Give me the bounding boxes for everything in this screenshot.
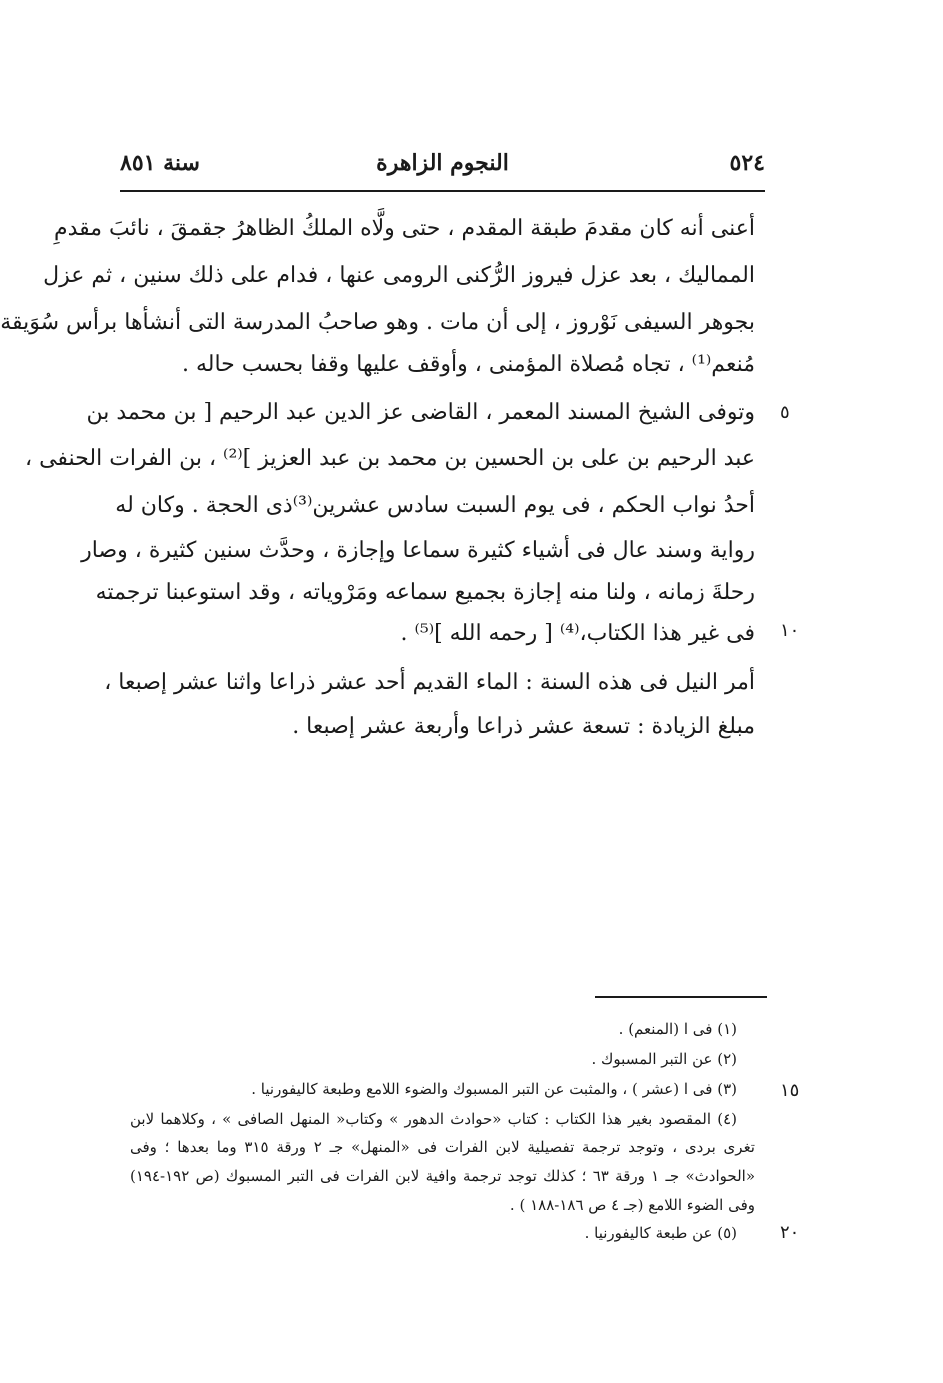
footnote-continuation: تغرى بردى ، وتوجد ترجمة تفصيلية لابن الفرات فى «المنهل» جـ ٢ ورقة ٣١٥ وما بعدها ؛ وفى bbox=[130, 1138, 755, 1156]
body-line: فى غير هذا الكتاب،⁽⁴⁾ [ رحمه الله ]⁽⁵⁾ . bbox=[400, 621, 755, 646]
body-line: وتوفى الشيخ المسند المعمر ، القاضى عز الدين عبد الرحيم [ بن محمد بن bbox=[86, 400, 755, 425]
body-line: عبد الرحيم بن على بن الحسين بن محمد بن عبد العزيز ]⁽²⁾ ، بن الفرات الحنفى ، bbox=[24, 446, 755, 471]
header-year: سنة ٨٥١ bbox=[120, 150, 200, 176]
footnote: (٣) فى ا (عشر ) ، والمثبت عن التبر المسبوك والضوء اللامع وطبعة كاليفورنيا . bbox=[251, 1080, 737, 1098]
line-number: ١٥ bbox=[780, 1080, 800, 1101]
footnote-continuation: «الحوادث» جـ ١ ورقة ٦٣ ؛ كذلك توجد ترجمة وافية لابن الفرات فى التبر المسبوك (ص ١٩٢-١٩٤) bbox=[130, 1167, 755, 1185]
footnote: (١) فى ا (المنعم) . bbox=[618, 1020, 737, 1038]
body-line: مبلغ الزيادة : تسعة عشر ذراعا وأربعة عشر إصبعا . bbox=[292, 714, 755, 739]
body-line: أمر النيل فى هذه السنة : الماء القديم أحد عشر ذراعا واثنا عشر إصبعا ، bbox=[104, 670, 755, 695]
line-number: ٥ bbox=[780, 402, 790, 423]
footnote-continuation: وفى الضوء اللامع (جـ ٤ ص ١٨٦-١٨٨ ) . bbox=[509, 1196, 755, 1214]
page-number: ٥٢٤ bbox=[729, 150, 765, 176]
footnote: (٤) المقصود بغير هذا الكتاب : كتاب «حوادث الدهور » وكتاب« المنهل الصافى » ، وكلاهما لابن bbox=[130, 1110, 737, 1128]
line-number: ١٠ bbox=[780, 620, 800, 641]
book-title: النجوم الزاهرة bbox=[376, 150, 509, 176]
body-line: مُنعم⁽¹⁾ ، تجاه مُصلاة المؤمنى ، وأوقف عليها وقفا بحسب حاله . bbox=[181, 352, 755, 377]
footnote: (٥) عن طبعة كاليفورنيا . bbox=[584, 1224, 737, 1242]
running-header bbox=[120, 150, 765, 184]
body-line: أعنى أنه كان مقدمَ طبقة المقدم ، حتى ولَّاه الملكُ الظاهرُ جقمقَ ، نائبَ مقدمِ bbox=[53, 216, 755, 241]
body-line: رحلةَ زمانه ، ولنا منه إجازة بجميع سماعه ومَرْوياته ، وقد استوعبنا ترجمته bbox=[95, 580, 755, 605]
body-line: المماليك ، بعد عزل فيروز الرُّكنى الرومى عنها ، فدام على ذلك سنين ، ثم عزل bbox=[43, 263, 755, 288]
footnote-rule bbox=[595, 996, 767, 998]
body-line: أحدُ نواب الحكم ، فى يوم السبت سادس عشرين⁽³⁾ذى الحجة . وكان له bbox=[115, 493, 755, 518]
body-line: رواية وسند عال فى أشياء كثيرة سماعا وإجازة ، وحدَّث سنين كثيرة ، وصار bbox=[81, 538, 755, 563]
line-number: ٢٠ bbox=[780, 1222, 800, 1243]
body-line: بجوهر السيفى نَوْروز ، إلى أن مات . وهو صاحبُ المدرسة التى أنشأها برأس سُوَيقة bbox=[0, 310, 755, 335]
header-rule bbox=[120, 190, 765, 192]
footnote: (٢) عن التبر المسبوك . bbox=[591, 1050, 737, 1068]
